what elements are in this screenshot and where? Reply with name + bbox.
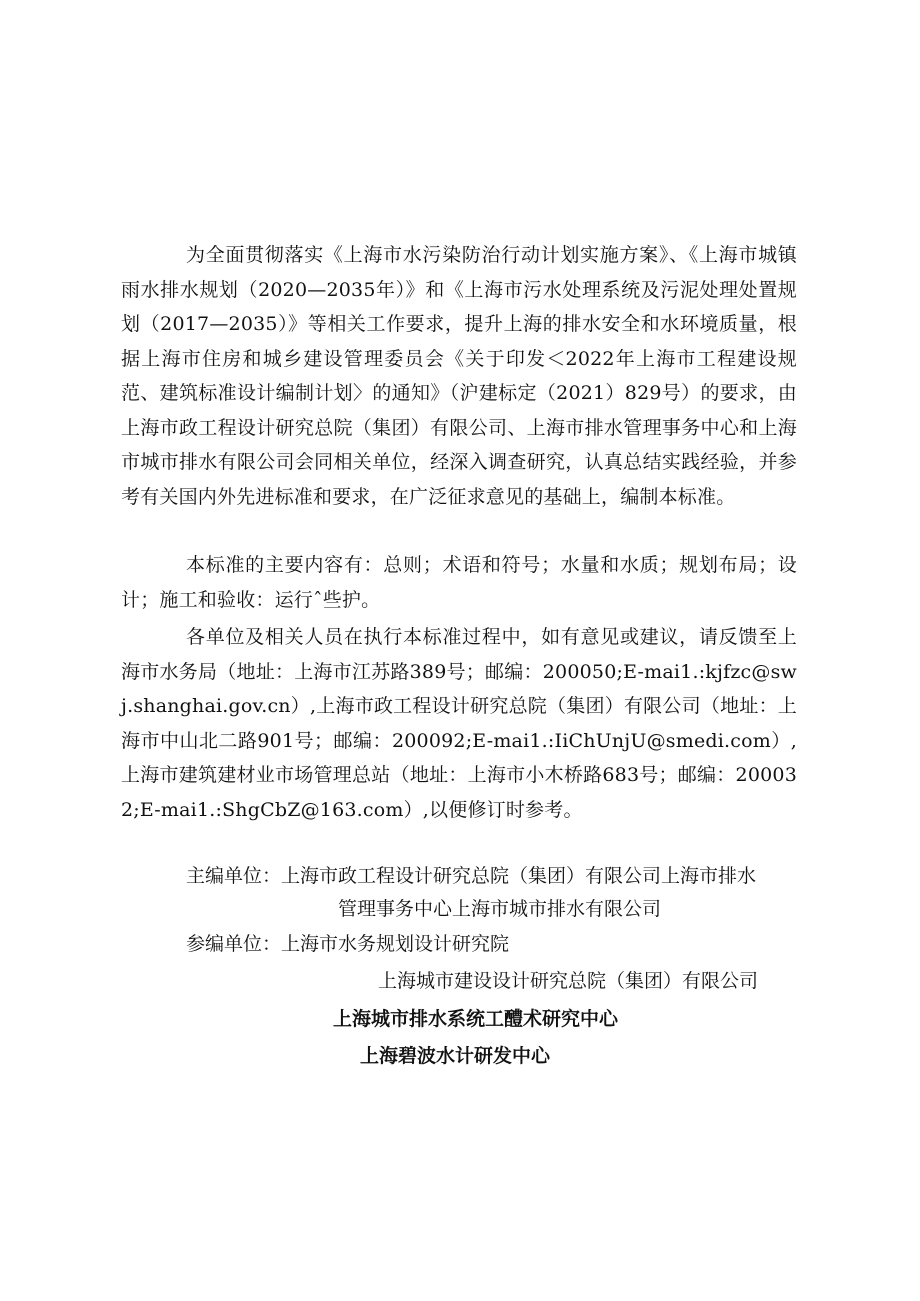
participating-editor-line-1: 参编单位：上海市水务规划设计研究院: [186, 933, 510, 955]
participating-editor-line-3: 上海城市排水系统工醴术研究中心: [333, 1008, 619, 1030]
participating-editor-line-2: 上海城市建设设计研究总院（集团）有限公司: [378, 970, 759, 992]
preface-paragraph-1: 为全面贯彻落实《上海市水污染防治行动计划实施方案》、《上海市城镇雨水排水规划（2020—2035年）》和《上海市污水处理系统及污泥处理处置规划（2017—2035）》等相关工作要求，提升上海的排水安全和水环境质量，根据上海市住房和城乡建设管理委员会《关于印发＜2022年上海市工程建设规范、建筑标准设计编制计划〉的通知》（沪建标定（2021）829号）的要求，由上海市政工程设计研究总院（集团）有限公司、上海市排水管理事务中心和上海市城市排水有限公司会同相关单位，经深入调查研究，认真总结实践经验，并参考有关国内外先进标准和要求，在广泛征求意见的基础上，编制本标准。: [121, 244, 797, 508]
chief-editor-line-2: 管理事务中心上海市城市排水有限公司: [338, 898, 662, 920]
preface-paragraph-3: 各单位及相关人员在执行本标准过程中，如有意见或建议，请反馈至上海市水务局（地址：上海市江苏路389号；邮编：200050;E-mai1.:kjfzc@swj.shanghai.gov.cn）,上海市政工程设计研究总院（集团）有限公司（地址：上海市中山北二路901号；邮编：200092;E-mai1.:IiChUnjU@smedi.com）,上海市建筑建材业市场管理总站（地址：上海市小木桥路683号；邮编：200032;E-mai1.:ShgCbZ@163.com）,以便修订时参考。: [121, 626, 797, 821]
preface-paragraph-2: 本标准的主要内容有：总则；术语和符号；水量和水质；规划布局；设计；施工和验收：运行ˆ些护。: [121, 554, 797, 611]
chief-editor-line-1: 主编单位：上海市政工程设计研究总院（集团）有限公司上海市排水: [186, 865, 757, 887]
participating-editor-line-4: 上海碧波水计研发中心: [360, 1045, 551, 1067]
